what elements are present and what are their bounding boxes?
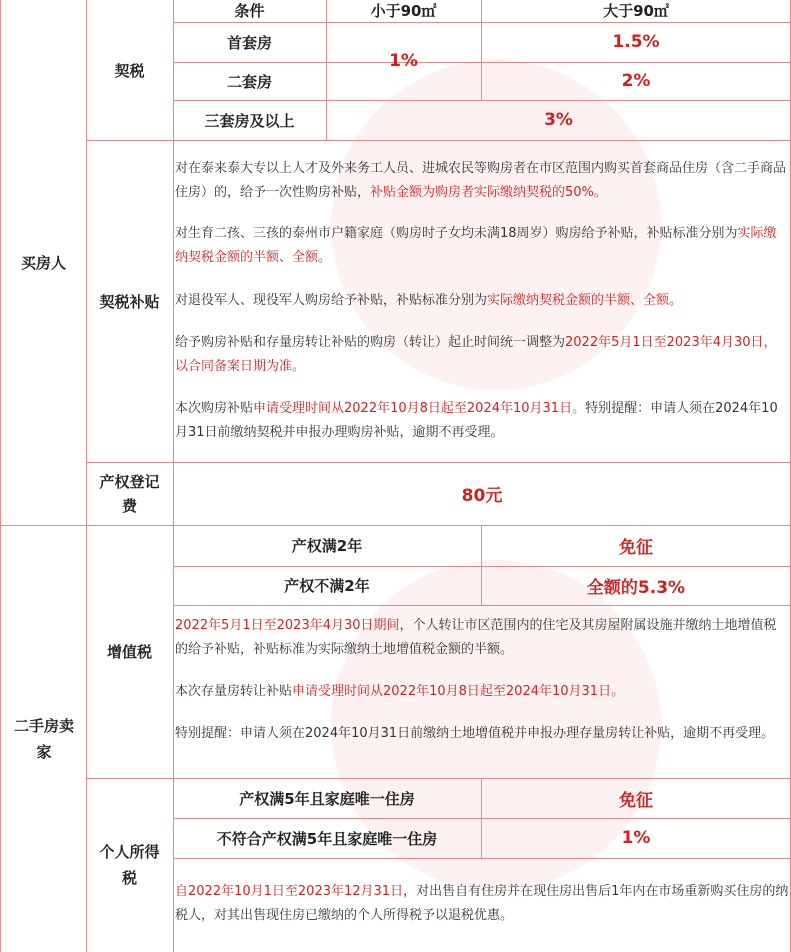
seller-label: 二手房卖家 xyxy=(13,716,74,761)
subsidy-label: 契税补贴 xyxy=(99,292,160,311)
subsidy-paragraph-5: 本次购房补贴申请受理时间从2022年10月8日起至2024年10月31日。特别提醒：申请人须在2024年10月31日前缴纳契税并申报办理购房补贴，逾期不再受理。 xyxy=(175,401,778,440)
vat-row-over2-value: 免征 xyxy=(619,538,653,558)
vat-row-under2-value: 全额的5.3% xyxy=(586,578,686,598)
subsidy-paragraph-4: 给予购房补贴和存量房转让补贴的购房（转让）起止时间统一调整为2022年5月1日至2023年4月30日，以合同备案日期为准。 xyxy=(175,335,777,374)
vat-paragraph-2: 本次存量房转让补贴申请受理时间从2022年10月8日起至2024年10月31日。 xyxy=(175,684,625,699)
first-home-rate-gt90: 1.5% xyxy=(612,32,660,52)
vat-row-under2-label: 产权不满2年 xyxy=(284,577,370,595)
registration-fee-label: 产权登记费 xyxy=(99,472,160,515)
subsidy-paragraph-1: 对在泰来泰大专以上人才及外来务工人员、进城农民等购房者在市区范围内购买首套商品住房（含二手商品住房）的，给予一次性购房补贴，补贴金额为购房者实际缴纳契税的50%。 xyxy=(175,161,787,200)
vat-paragraph-3: 特别提醒：申请人须在2024年10月31日前缴纳土地增值税并申报办理存量房转让补贴，逾期不再受理。 xyxy=(175,726,775,741)
income-row-ineligible-label: 不符合产权满5年且家庭唯一住房 xyxy=(216,829,438,848)
income-row-eligible-value: 免征 xyxy=(619,790,653,811)
third-home-label: 三套房及以上 xyxy=(204,111,295,130)
income-row-ineligible-value: 1% xyxy=(621,828,651,848)
subsidy-paragraph-3: 对退役军人、现役军人购房给予补贴，补贴标准分别为实际缴纳契税金额的半额、全额。 xyxy=(175,293,683,308)
subsidy-paragraph-2: 对生育二孩、三孩的泰州市户籍家庭（购房时子女均未满18周岁）购房给予补贴，补贴标准分别为实际缴纳契税金额的半额、全额。 xyxy=(175,226,777,265)
header-gt90: 大于90㎡ xyxy=(603,1,669,20)
second-home-rate-gt90: 2% xyxy=(621,71,651,91)
income-tax-paragraph: 自2022年10月1日至2023年12月31日，对出售自有住房并在现住房出售后1年内在市场重新购买住房的纳税人，对其出售现住房已缴纳的个人所得税予以退税优惠。 xyxy=(175,884,789,923)
vat-label: 增值税 xyxy=(106,643,152,661)
income-row-eligible-label: 产权满5年且家庭唯一住房 xyxy=(239,789,415,808)
vat-paragraph-1: 2022年5月1日至2023年4月30日期间，个人转让市区范围内的住宅及其房屋附属设施并缴纳土地增值税的给予补贴，补贴标准为实际缴纳土地增值税金额的半额。 xyxy=(175,618,777,657)
buyer-label: 买房人 xyxy=(20,254,66,272)
header-condition: 条件 xyxy=(234,1,265,20)
second-home-label: 二套房 xyxy=(226,72,272,91)
deed-tax-rate-lt90: 1% xyxy=(389,51,418,71)
vat-row-over2-label: 产权满2年 xyxy=(291,537,363,555)
registration-fee-value: 80元 xyxy=(461,486,503,506)
deed-tax-label: 契税 xyxy=(114,61,145,80)
header-lt90: 小于90㎡ xyxy=(370,1,437,20)
income-tax-label: 个人所得税 xyxy=(99,843,160,887)
first-home-label: 首套房 xyxy=(226,33,272,52)
third-home-rate: 3% xyxy=(544,110,573,130)
